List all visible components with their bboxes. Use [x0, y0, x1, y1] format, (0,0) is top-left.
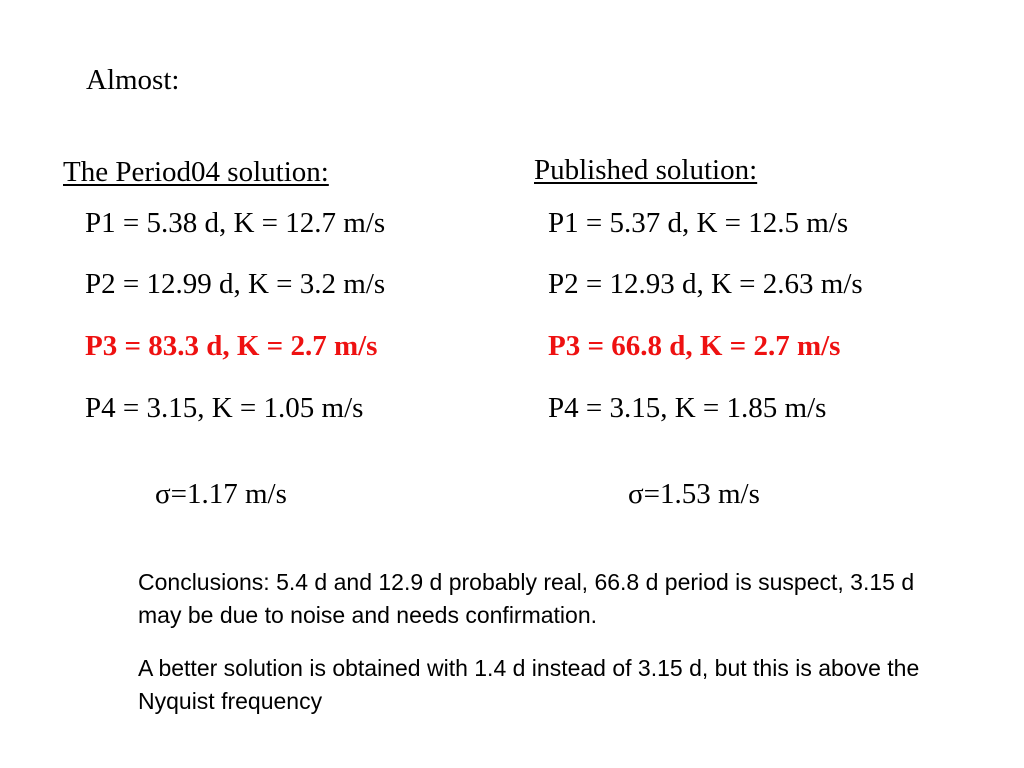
published-sigma: σ=1.53 m/s: [628, 478, 760, 510]
published-heading: Published solution:: [534, 154, 758, 186]
published-p4: P4 = 3.15, K = 1.85 m/s: [548, 392, 827, 424]
published-p3: P3 = 66.8 d, K = 2.7 m/s: [548, 330, 841, 362]
period04-p1: P1 = 5.38 d, K = 12.7 m/s: [85, 207, 386, 239]
published-p1: P1 = 5.37 d, K = 12.5 m/s: [548, 207, 849, 239]
period04-p4: P4 = 3.15, K = 1.05 m/s: [85, 392, 364, 424]
period04-heading: The Period04 solution:: [63, 156, 329, 188]
better-solution-paragraph: A better solution is obtained with 1.4 d instead of 3.15 d, but this is above the Nyquist frequency: [138, 655, 920, 714]
slide-title: Almost:: [86, 64, 180, 96]
period04-sigma: σ=1.17 m/s: [155, 478, 287, 510]
conclusions-paragraph: Conclusions: 5.4 d and 12.9 d probably real, 66.8 d period is suspect, 3.15 d may be due to noise and needs confirmation.: [138, 569, 915, 628]
period04-p2: P2 = 12.99 d, K = 3.2 m/s: [85, 268, 386, 300]
period04-p3: P3 = 83.3 d, K = 2.7 m/s: [85, 330, 378, 362]
published-p2: P2 = 12.93 d, K = 2.63 m/s: [548, 268, 863, 300]
